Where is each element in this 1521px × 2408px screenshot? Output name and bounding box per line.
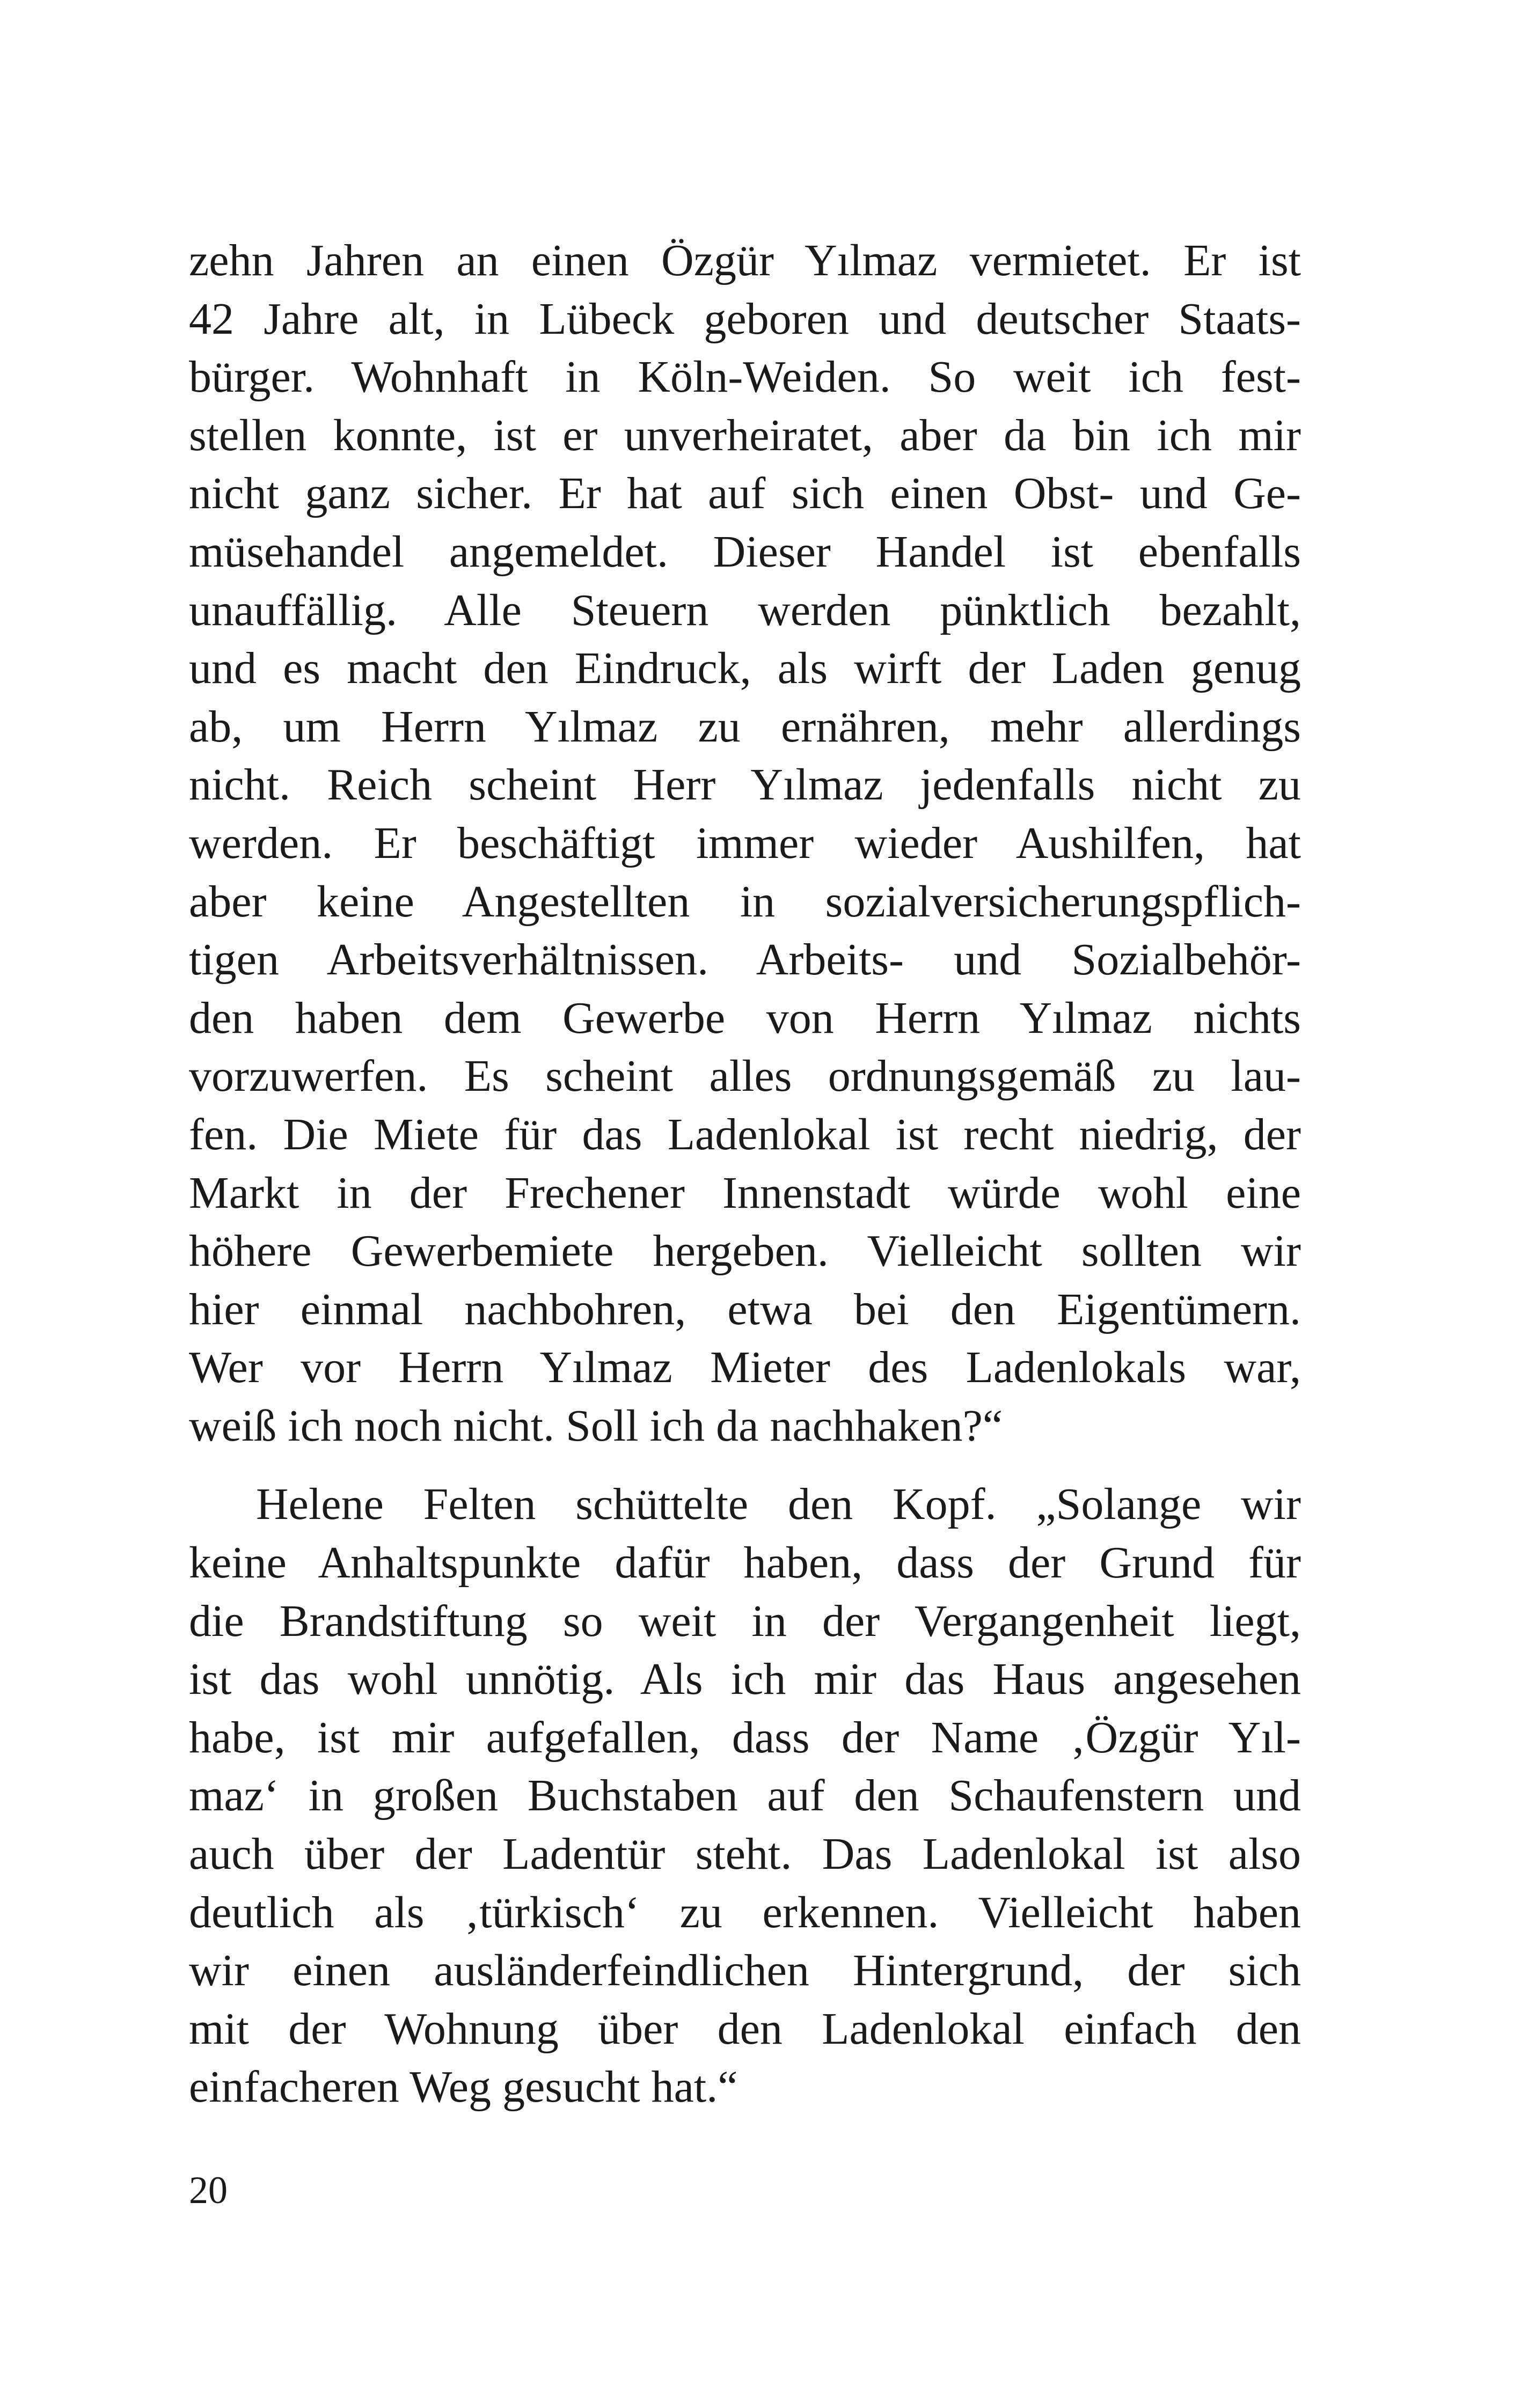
text-line: Wer vor Herrn Yılmaz Mieter des Ladenlokals war, (189, 1342, 1301, 1393)
text-line: hier einmal nachbohren, etwa bei den Eigentümern. (189, 1284, 1301, 1334)
text-line: den haben dem Gewerbe von Herrn Yılmaz nichts (189, 993, 1301, 1043)
text-line: keine Anhaltspunkte dafür haben, dass der Grund für (189, 1538, 1301, 1588)
text-line: ab, um Herrn Yılmaz zu ernähren, mehr allerdings (189, 701, 1301, 752)
text-line: einfacheren Weg gesucht hat.“ (189, 2062, 738, 2112)
text-line: aber keine Angestellten in sozialversicherungspflich- (189, 876, 1301, 927)
paragraph-gap (189, 1455, 1301, 1475)
text-line: 42 Jahre alt, in Lübeck geboren und deutscher Staats- (189, 293, 1301, 344)
text-line: höhere Gewerbemiete hergeben. Vielleicht sollten wir (189, 1226, 1301, 1276)
text-line: auch über der Ladentür steht. Das Ladenlokal ist also (189, 1829, 1301, 1880)
text-line: unauffällig. Alle Steuern werden pünktlich bezahlt, (189, 585, 1301, 635)
text-line: habe, ist mir aufgefallen, dass der Name ‚Özgür Yıl- (189, 1712, 1301, 1763)
text-line: weiß ich noch nicht. Soll ich da nachhaken?“ (189, 1400, 1003, 1451)
paragraph-1 (189, 232, 1301, 1455)
text-line: und es macht den Eindruck, als wirft der Laden genug (189, 643, 1301, 694)
text-line: werden. Er beschäftigt immer wieder Aushilfen, hat (189, 818, 1301, 868)
body-text (189, 232, 1301, 2117)
text-line: nicht ganz sicher. Er hat auf sich einen Obst- und Ge- (189, 468, 1301, 519)
text-line: tigen Arbeitsverhältnissen. Arbeits- und Sozialbehör- (189, 935, 1301, 985)
text-line: maz‘ in großen Buchstaben auf den Schaufenstern und (189, 1771, 1301, 1821)
page-number: 20 (189, 2169, 228, 2212)
text-line: mit der Wohnung über den Ladenlokal einfach den (189, 2003, 1301, 2054)
text-line: wir einen ausländerfeindlichen Hintergrund, der sich (189, 1946, 1301, 1996)
text-line: die Brandstiftung so weit in der Vergangenheit liegt, (189, 1596, 1301, 1646)
text-line: stellen konnte, ist er unverheiratet, aber da bin ich mir (189, 410, 1301, 460)
text-line: müsehandel angemeldet. Dieser Handel ist ebenfalls (189, 526, 1301, 577)
paragraph-2 (189, 1475, 1301, 2117)
text-line: zehn Jahren an einen Özgür Yılmaz vermietet. Er ist (189, 236, 1301, 285)
text-line: deutlich als ‚türkisch‘ zu erkennen. Vielleicht haben (189, 1887, 1301, 1937)
text-line: fen. Die Miete für das Ladenlokal ist recht niedrig, der (189, 1109, 1301, 1159)
text-line: bürger. Wohnhaft in Köln-Weiden. So weit ich fest- (189, 352, 1301, 402)
text-line: Helene Felten schüttelte den Kopf. „Solange wir (256, 1479, 1301, 1530)
text-line: vorzuwerfen. Es scheint alles ordnungsgemäß zu lau- (189, 1051, 1301, 1102)
text-line: nicht. Reich scheint Herr Yılmaz jedenfalls nicht zu (189, 760, 1301, 810)
text-line: Markt in der Frechener Innenstadt würde wohl eine (189, 1168, 1301, 1218)
text-line: ist das wohl unnötig. Als ich mir das Haus angesehen (189, 1654, 1301, 1705)
